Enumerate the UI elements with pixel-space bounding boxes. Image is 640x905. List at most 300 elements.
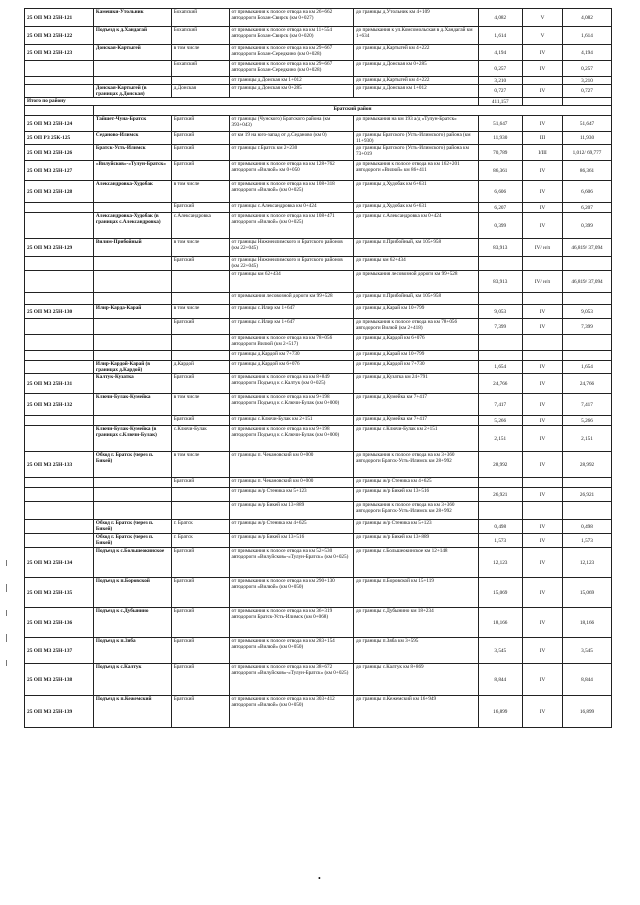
- length-by-category-cell: 51,647: [563, 116, 612, 132]
- length-km-cell: 6,207: [478, 203, 522, 213]
- length-by-category-cell: 26,921: [563, 488, 612, 502]
- district-cell: в том числе: [171, 394, 229, 416]
- district-cell: в том числе: [171, 239, 229, 257]
- length-by-category-cell: 28,992: [563, 452, 612, 478]
- table-row: [25, 548, 612, 578]
- road-name-cell: [93, 77, 171, 85]
- road-code-cell: 25 ОП МЗ 25Н-130: [25, 305, 94, 319]
- start-point-cell: от границы ж/р Бикей км 13+889: [229, 502, 354, 520]
- length-km-cell: 8,844: [478, 664, 522, 696]
- table-row: [25, 638, 612, 664]
- road-code-cell: 25 ОП МЗ 25Н-135: [25, 578, 94, 608]
- district-cell: Братский: [171, 145, 229, 161]
- road-code-cell: 25 ОП МЗ 25Н-138: [25, 664, 94, 696]
- road-code-cell: 25 ОП МЗ 25Н-134: [25, 548, 94, 578]
- end-point-cell: до границы п.Прибойный, км 105+958: [354, 293, 479, 305]
- end-point-cell: до границы ж/р Стеника км 5+123: [354, 520, 479, 534]
- start-point-cell: от км 19 на юго-запад от д.Седаново (км 0): [229, 132, 354, 145]
- start-point-cell: от примыкания к полосе отвода на км 303+412 автодороги «Вилюй» (км 0+050): [229, 696, 354, 728]
- category-cell: [523, 478, 563, 488]
- length-by-category-cell: [563, 98, 612, 106]
- start-point-cell: от границы д.Кардой км 7+730: [229, 351, 354, 361]
- district-cell: в том числе: [171, 45, 229, 61]
- end-point-cell: до границы с.Калтук км 8+869: [354, 664, 479, 696]
- road-code-cell: [25, 426, 94, 452]
- district-cell: Бохапский: [171, 61, 229, 77]
- length-by-category-cell: 18,166: [563, 608, 612, 638]
- end-point-cell: до границы д.Кузатка км 24+791: [354, 374, 479, 394]
- table-row: [25, 608, 612, 638]
- table-row: [25, 374, 612, 394]
- district-cell: Бохапский: [171, 9, 229, 27]
- road-name-cell: [93, 271, 171, 293]
- length-by-category-cell: 12,123: [563, 548, 612, 578]
- length-km-cell: 7,399: [478, 319, 522, 335]
- road-code-cell: [25, 257, 94, 271]
- start-point-cell: от границы д.Донская км 1+012: [229, 77, 354, 85]
- table-row: [25, 416, 612, 426]
- road-name-cell: [93, 257, 171, 271]
- category-cell: [523, 98, 563, 106]
- table-row: [25, 351, 612, 361]
- length-km-cell: 18,166: [478, 608, 522, 638]
- road-name-cell: Подъезд к п.Зяба: [93, 638, 171, 664]
- road-code-cell: 25 ОП МЗ 25Н-127: [25, 161, 94, 181]
- end-point-cell: до границы км 62+434: [354, 257, 479, 271]
- district-cell: в том числе: [171, 181, 229, 203]
- end-point-cell: до границы п.Кежемский км 16+949: [354, 696, 479, 728]
- table-row: [25, 132, 612, 145]
- road-name-cell: [93, 203, 171, 213]
- end-point-cell: до границы д.Карай км 10+799: [354, 351, 479, 361]
- end-point-cell: до границы д.Кардой км 7+730: [354, 361, 479, 374]
- page-mark: •: [318, 874, 321, 883]
- category-cell: IV: [523, 520, 563, 534]
- district-cell: [171, 335, 229, 351]
- length-by-category-cell: 0,399: [563, 213, 612, 239]
- road-name-cell: Обход г. Братск (через п. Бикей): [93, 520, 171, 534]
- start-point-cell: от примыкания к полосе отвода на км 29+667 автодороги Бохан-Середкино (км 0+028): [229, 45, 354, 61]
- start-point-cell: от примыкания к полосе отвода на км 9+198 автодороги Подъезд к с.Ключи-Булак (км 0+000): [229, 426, 354, 452]
- road-name-cell: Донская-Картыгей: [93, 45, 171, 61]
- road-name-cell: Подъезд к с.Калтук: [93, 664, 171, 696]
- length-km-cell: 15,069: [478, 578, 522, 608]
- start-point-cell: от примыкания к полосе отвода на км 52+530 автодороги «Вилуйсков»-«Тулун-Братск» (км 0+025): [229, 548, 354, 578]
- district-cell: Братский: [171, 203, 229, 213]
- length-km-cell: 28,992: [478, 452, 522, 478]
- category-cell: IV: [523, 213, 563, 239]
- end-point-cell: до границы д.Картыгей км 4+222: [354, 45, 479, 61]
- length-km-cell: 1,614: [478, 27, 522, 45]
- road-name-cell: Ключи-Булак-Кумейка (в границах с.Ключи-Булак): [93, 426, 171, 452]
- table-row: [25, 520, 612, 534]
- category-cell: [523, 502, 563, 520]
- category-cell: [523, 257, 563, 271]
- road-code-cell: 25 ОП МЗ 25Н-122: [25, 27, 94, 45]
- district-cell: Братский: [171, 578, 229, 608]
- table-row: [25, 478, 612, 488]
- start-point-cell: от примыкания к полосе отвода на км 8+849 автодороги Подъезд к с.Калтук (км 0+025): [229, 374, 354, 394]
- road-code-cell: [25, 520, 94, 534]
- road-name-cell: Подъезд к д.Хандагай: [93, 27, 171, 45]
- length-km-cell: 1,654: [478, 361, 522, 374]
- end-point-cell: до границы п.Прибойный, км 105+958: [354, 239, 479, 257]
- category-cell: IV: [523, 181, 563, 203]
- district-cell: с.Ключи-Булак: [171, 426, 229, 452]
- road-name-cell: Подъезд к п.Кежемский: [93, 696, 171, 728]
- table-row: [25, 488, 612, 502]
- end-point-cell: до границы с.Александровка км 0+424: [354, 213, 479, 239]
- road-code-cell: 25 ОП РЗ 25К-125: [25, 132, 94, 145]
- category-cell: IV: [523, 319, 563, 335]
- length-km-cell: 12,123: [478, 548, 522, 578]
- category-cell: IV: [523, 116, 563, 132]
- length-km-cell: 83,913: [478, 271, 522, 293]
- table-row: [25, 257, 612, 271]
- table-row: [25, 534, 612, 548]
- length-by-category-cell: 9,053: [563, 305, 612, 319]
- table-row: [25, 77, 612, 85]
- length-by-category-cell: 1,012/ 69,777: [563, 145, 612, 161]
- length-by-category-cell: 1,614: [563, 27, 612, 45]
- length-km-cell: 70,789: [478, 145, 522, 161]
- length-by-category-cell: 7,417: [563, 394, 612, 416]
- length-by-category-cell: 11,930: [563, 132, 612, 145]
- road-name-cell: Братск-Усть-Илимск: [93, 145, 171, 161]
- category-cell: IV: [523, 361, 563, 374]
- district-cell: Братский: [171, 548, 229, 578]
- district-cell: в том числе: [171, 452, 229, 478]
- district-cell: Братский: [171, 664, 229, 696]
- start-point-cell: от примыкания к полосе отвода на км 128+762 автодороги «Вилюй» км 0+050: [229, 161, 354, 181]
- length-by-category-cell: [563, 351, 612, 361]
- district-cell: г. Братск: [171, 520, 229, 534]
- length-km-cell: [478, 335, 522, 351]
- start-point-cell: от границы Нижнеилимского и Братского районов (км 22+045): [229, 239, 354, 257]
- category-cell: IV: [523, 45, 563, 61]
- district-cell: Братский: [171, 116, 229, 132]
- end-point-cell: до примыкания к полосе отвода на км 78+056 автодороги Вилюй (км 2+418): [354, 319, 479, 335]
- length-km-cell: 83,913: [478, 239, 522, 257]
- table-row: [25, 203, 612, 213]
- end-point-cell: до границы д.Карай км 10+799: [354, 305, 479, 319]
- end-point-cell: до границы Братского (Усть-Илимского) района км 73+019: [354, 145, 479, 161]
- length-km-cell: 51,647: [478, 116, 522, 132]
- length-by-category-cell: 86,361: [563, 161, 612, 181]
- start-point-cell: от границы с.Илир км 1+647: [229, 319, 354, 335]
- length-km-cell: 0,498: [478, 520, 522, 534]
- start-point-cell: от примыкания к полосе отвода на км 26+662 автодороги Бохан-Свирск (км 0+027): [229, 9, 354, 27]
- length-km-cell: 3,210: [478, 77, 522, 85]
- length-km-cell: 5,266: [478, 416, 522, 426]
- end-point-cell: до границы д.Кумейка км 7+417: [354, 416, 479, 426]
- start-point-cell: от границы км 62+434: [229, 271, 354, 293]
- start-point-cell: от границы (Чунского) Братского района (км 393+043): [229, 116, 354, 132]
- district-cell: Братский: [171, 638, 229, 664]
- start-point-cell: от примыкания к полосе отвода на км 283+154 автодороги «Вилюй» (км 0+050): [229, 638, 354, 664]
- category-cell: IV: [523, 85, 563, 98]
- end-point-cell: до границы д.Худобак км 6+631: [354, 181, 479, 203]
- length-km-cell: 3,545: [478, 638, 522, 664]
- end-point-cell: до границы ж/р Бикей км 13+516: [354, 488, 479, 502]
- road-name-cell: Вилим-Прибойный: [93, 239, 171, 257]
- category-cell: IV: [523, 426, 563, 452]
- length-by-category-cell: 46,819/ 37,094: [563, 271, 612, 293]
- road-name-cell: Александровка-Худобак (в границах с.Александровка): [93, 213, 171, 239]
- road-code-cell: 25 ОП МЗ 25Н-124: [25, 116, 94, 132]
- district-cell: [171, 502, 229, 520]
- road-code-cell: [25, 478, 94, 488]
- category-cell: IV: [523, 608, 563, 638]
- length-km-cell: 11,930: [478, 132, 522, 145]
- category-cell: IV: [523, 696, 563, 728]
- category-cell: IV: [523, 61, 563, 77]
- length-km-cell: 7,417: [478, 394, 522, 416]
- length-km-cell: 0,399: [478, 213, 522, 239]
- road-name-cell: [93, 319, 171, 335]
- road-code-cell: Итого по району: [25, 98, 479, 106]
- end-point-cell: до примыкания к ул.Комсомольская в д.Хандагай км 1+634: [354, 27, 479, 45]
- road-code-cell: [25, 319, 94, 335]
- road-code-cell: [25, 61, 94, 77]
- category-cell: IV: [523, 374, 563, 394]
- table-row: [25, 664, 612, 696]
- end-point-cell: до примыкания к полосе отвода на км 3+360 автодороги Братск-Усть-Илимск км 28+992: [354, 452, 479, 478]
- length-km-cell: 26,921: [478, 488, 522, 502]
- length-km-cell: 4,194: [478, 45, 522, 61]
- start-point-cell: от границы д.Кардой км 6+076: [229, 361, 354, 374]
- table-row: [25, 213, 612, 239]
- road-code-cell: 25 ОП МЗ 25Н-132: [25, 394, 94, 416]
- end-point-cell: до границы д.Донская км 1+012: [354, 85, 479, 98]
- road-code-cell: [25, 213, 94, 239]
- end-point-cell: до границы ж/р Бикей км 13+889: [354, 534, 479, 548]
- road-code-cell: [25, 271, 94, 293]
- start-point-cell: от границы с.Ключи-Булак км 2+151: [229, 416, 354, 426]
- table-row: [25, 361, 612, 374]
- road-registry-sheet: [24, 8, 612, 728]
- length-by-category-cell: 2,151: [563, 426, 612, 452]
- length-by-category-cell: 46,819/ 37,094: [563, 239, 612, 257]
- length-by-category-cell: 8,844: [563, 664, 612, 696]
- road-name-cell: Донская-Картыгей (в границах д.Донская): [93, 85, 171, 98]
- road-name-cell: Калтук-Кузатка: [93, 374, 171, 394]
- table-row: [25, 426, 612, 452]
- district-cell: в том числе: [171, 305, 229, 319]
- start-point-cell: от примыкания к полосе отвода на км 108+318 автодороги «Вилюй» (км 0+025): [229, 181, 354, 203]
- start-point-cell: от границы с.Илир км 1+647: [229, 305, 354, 319]
- road-code-cell: [25, 293, 94, 305]
- road-code-cell: [25, 85, 94, 98]
- end-point-cell: до примыкания на км 193 а/д «Тулун-Братск»: [354, 116, 479, 132]
- road-name-cell: Братский район: [93, 106, 611, 116]
- table-row: [25, 452, 612, 478]
- category-cell: [523, 293, 563, 305]
- length-km-cell: 6,606: [478, 181, 522, 203]
- end-point-cell: до границы Братского (Усть-Илимского) района (км 11+930): [354, 132, 479, 145]
- road-code-cell: [25, 361, 94, 374]
- start-point-cell: от примыкания к полосе отвода на км 36+319 автодороги Братск-Усть-Илимск (км 0+068): [229, 608, 354, 638]
- district-cell: д.Кардой: [171, 361, 229, 374]
- length-by-category-cell: 1,573: [563, 534, 612, 548]
- district-cell: Братский: [171, 132, 229, 145]
- end-point-cell: до границы д.Кардой км 6+076: [354, 335, 479, 351]
- start-point-cell: от примыкания к полосе отвода на км 9+198 автодороги Подъезд к с.Ключи-Булак (км 0+000): [229, 394, 354, 416]
- table-row: [25, 45, 612, 61]
- district-cell: Братский: [171, 319, 229, 335]
- length-km-cell: 411,157: [478, 98, 522, 106]
- district-cell: д.Донская: [171, 85, 229, 98]
- length-by-category-cell: 4,082: [563, 9, 612, 27]
- end-point-cell: до границы ж/р Стеника км 4+625: [354, 478, 479, 488]
- start-point-cell: от границы ж/р Стеника км 5+123: [229, 488, 354, 502]
- length-km-cell: [478, 257, 522, 271]
- category-cell: IV: [523, 305, 563, 319]
- end-point-cell: до примыкания лесовозной дороги км 99+528: [354, 271, 479, 293]
- district-cell: [171, 351, 229, 361]
- road-code-cell: 25 ОП МЗ 25Н-121: [25, 9, 94, 27]
- length-by-category-cell: 15,069: [563, 578, 612, 608]
- length-by-category-cell: 1,654: [563, 361, 612, 374]
- road-name-cell: Обход г. Братск (через п. Бикей): [93, 534, 171, 548]
- end-point-cell: до границы с.Большеокинское км 12+148: [354, 548, 479, 578]
- category-cell: IV: [523, 578, 563, 608]
- road-code-cell: 25 ОП МЗ 25Н-137: [25, 638, 94, 664]
- table-body: [25, 9, 612, 728]
- end-point-cell: до границы д.Худобак км 6+631: [354, 203, 479, 213]
- table-row: [25, 319, 612, 335]
- road-code-cell: [25, 534, 94, 548]
- road-name-cell: Седаново-Илимск: [93, 132, 171, 145]
- road-name-cell: [93, 335, 171, 351]
- end-point-cell: до границы п.Зяба км 3+595: [354, 638, 479, 664]
- start-point-cell: от примыкания к полосе отвода на км 11+554 автодороги Бохан-Свирск (км 0+020): [229, 27, 354, 45]
- length-by-category-cell: [563, 335, 612, 351]
- table-row: [25, 578, 612, 608]
- district-cell: [171, 293, 229, 305]
- end-point-cell: до границы д.Донская км 0+285: [354, 61, 479, 77]
- table-row: [25, 293, 612, 305]
- length-km-cell: 9,053: [478, 305, 522, 319]
- start-point-cell: от примыкания к полосе отвода на км 108+471 автодороги «Вилюй» (км 0+025): [229, 213, 354, 239]
- road-code-cell: [25, 502, 94, 520]
- length-km-cell: 16,899: [478, 696, 522, 728]
- length-by-category-cell: 5,266: [563, 416, 612, 426]
- road-code-cell: [25, 106, 94, 116]
- length-by-category-cell: [563, 478, 612, 488]
- start-point-cell: от границы с.Александровка км 0+424: [229, 203, 354, 213]
- road-name-cell: Александровка-Худобак: [93, 181, 171, 203]
- category-cell: IV: [523, 638, 563, 664]
- district-cell: Братский: [171, 161, 229, 181]
- road-code-cell: 25 ОП МЗ 25Н-131: [25, 374, 94, 394]
- length-km-cell: 0,727: [478, 85, 522, 98]
- table-row: [25, 9, 612, 27]
- district-cell: [171, 77, 229, 85]
- table-row: [25, 502, 612, 520]
- length-by-category-cell: 7,399: [563, 319, 612, 335]
- table-row: [25, 85, 612, 98]
- end-point-cell: до границы п.Боровской км 15+119: [354, 578, 479, 608]
- length-km-cell: [478, 478, 522, 488]
- category-cell: IV: [523, 452, 563, 478]
- end-point-cell: до примыкания к полосе отвода на км 3+360 автодороги Братск-Усть-Илимск км 28+992: [354, 502, 479, 520]
- category-cell: I/III: [523, 145, 563, 161]
- length-by-category-cell: 4,194: [563, 45, 612, 61]
- road-name-cell: [93, 502, 171, 520]
- length-by-category-cell: [563, 502, 612, 520]
- table-row: [25, 161, 612, 181]
- road-name-cell: [93, 488, 171, 502]
- length-km-cell: 24,766: [478, 374, 522, 394]
- table-row: [25, 145, 612, 161]
- table-row: [25, 116, 612, 132]
- category-cell: [523, 335, 563, 351]
- start-point-cell: от границы ж/р Бикей км 13+516: [229, 534, 354, 548]
- category-cell: IV: [523, 488, 563, 502]
- district-cell: Бохапский: [171, 27, 229, 45]
- road-name-cell: Подъезд к п.Боровской: [93, 578, 171, 608]
- road-code-cell: 25 ОП МЗ 25Н-136: [25, 608, 94, 638]
- end-point-cell: до границы д.Картыгей км 4+222: [354, 77, 479, 85]
- length-km-cell: [478, 293, 522, 305]
- end-point-cell: до границы д.Утольник км 4+109: [354, 9, 479, 27]
- length-km-cell: 0,257: [478, 61, 522, 77]
- length-km-cell: 1,573: [478, 534, 522, 548]
- category-cell: IV: [523, 394, 563, 416]
- road-name-cell: Тайшет-Чуна-Братск: [93, 116, 171, 132]
- length-by-category-cell: [563, 257, 612, 271]
- road-name-cell: [93, 61, 171, 77]
- road-code-cell: 25 ОП МЗ 25Н-129: [25, 239, 94, 257]
- length-by-category-cell: 0,498: [563, 520, 612, 534]
- end-point-cell: до границы с.Ключи-Булак км 2+151: [354, 426, 479, 452]
- road-name-cell: Подъезд к с.Дубынино: [93, 608, 171, 638]
- district-cell: Братский: [171, 696, 229, 728]
- district-cell: г. Братск: [171, 534, 229, 548]
- length-by-category-cell: 3,545: [563, 638, 612, 664]
- table-row: [25, 394, 612, 416]
- district-cell: Братский: [171, 608, 229, 638]
- table-row: [25, 181, 612, 203]
- road-code-cell: 25 ОП МЗ 25Н-133: [25, 452, 94, 478]
- start-point-cell: от границы п. Чекановский км 0+000: [229, 452, 354, 478]
- end-point-cell: до границы д.Кумейка км 7+417: [354, 394, 479, 416]
- start-point-cell: от примыкания к полосе отвода на км 29+667 автодороги Бохан-Середкино (км 0+028): [229, 61, 354, 77]
- road-code-cell: 25 ОП МЗ 25Н-128: [25, 181, 94, 203]
- road-code-cell: 25 ОП МЗ 25Н-126: [25, 145, 94, 161]
- start-point-cell: от границы г.Братск км 2+230: [229, 145, 354, 161]
- margin-marks: [6, 560, 7, 684]
- category-cell: IV: [523, 534, 563, 548]
- category-cell: [523, 351, 563, 361]
- start-point-cell: от границы Нижнеилимского и Братского районов (км 22+045): [229, 257, 354, 271]
- length-km-cell: [478, 351, 522, 361]
- table-row: [25, 696, 612, 728]
- start-point-cell: от границы п. Чекановский км 0+000: [229, 478, 354, 488]
- start-point-cell: от границы д.Донская км 0+285: [229, 85, 354, 98]
- road-code-cell: 25 ОП МЗ 25Н-123: [25, 45, 94, 61]
- category-cell: IV/ н/п: [523, 271, 563, 293]
- table-row: [25, 271, 612, 293]
- category-cell: IV: [523, 416, 563, 426]
- category-cell: IV: [523, 664, 563, 696]
- road-code-cell: [25, 416, 94, 426]
- district-cell: Братский: [171, 416, 229, 426]
- start-point-cell: от примыкания к полосе отвода на км 78+056 автодороги Вилюй (км 2+517): [229, 335, 354, 351]
- table-row: [25, 61, 612, 77]
- category-cell: V: [523, 9, 563, 27]
